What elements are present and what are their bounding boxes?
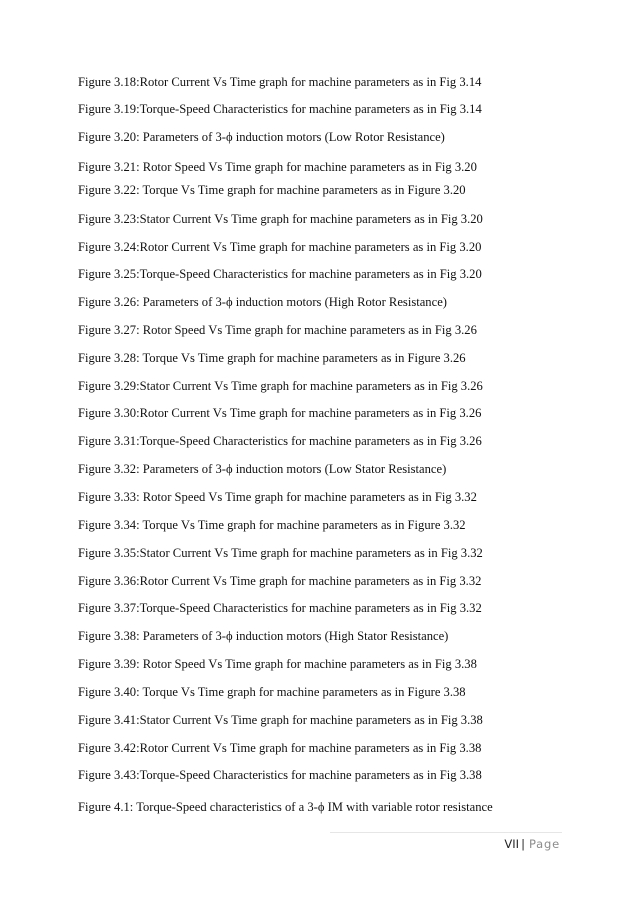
figure-list-entry: Figure 3.18:Rotor Current Vs Time graph for machine parameters as in Fig 3.14 <box>78 75 482 89</box>
footer-separator: | <box>521 837 525 851</box>
figure-list-entry: Figure 3.37:Torque-Speed Characteristics for machine parameters as in Fig 3.32 <box>78 601 482 615</box>
page-number: VII <box>504 837 520 851</box>
figure-list-entry: Figure 3.26: Parameters of 3-ϕ induction motors (High Rotor Resistance) <box>78 295 447 309</box>
figure-list-entry: Figure 3.24:Rotor Current Vs Time graph for machine parameters as in Fig 3.20 <box>78 240 482 254</box>
figure-list-entry: Figure 3.36:Rotor Current Vs Time graph for machine parameters as in Fig 3.32 <box>78 574 482 588</box>
figure-list-entry: Figure 3.42:Rotor Current Vs Time graph for machine parameters as in Fig 3.38 <box>78 741 482 755</box>
figure-list-entry: Figure 3.19:Torque-Speed Characteristics for machine parameters as in Fig 3.14 <box>78 102 482 116</box>
figure-list-entry: Figure 3.40: Torque Vs Time graph for machine parameters as in Figure 3.38 <box>78 685 466 699</box>
page-footer <box>504 837 560 851</box>
footer-divider <box>330 832 562 833</box>
figure-list-entry: Figure 3.43:Torque-Speed Characteristics for machine parameters as in Fig 3.38 <box>78 768 482 782</box>
page-label: Page <box>528 837 560 851</box>
figure-list-entry: Figure 3.41:Stator Current Vs Time graph for machine parameters as in Fig 3.38 <box>78 713 483 727</box>
figure-list-entry: Figure 3.31:Torque-Speed Characteristics for machine parameters as in Fig 3.26 <box>78 434 482 448</box>
figure-list-entry: Figure 3.23:Stator Current Vs Time graph for machine parameters as in Fig 3.20 <box>78 212 483 226</box>
figure-list-entry: Figure 3.29:Stator Current Vs Time graph for machine parameters as in Fig 3.26 <box>78 379 483 393</box>
figure-list-entry: Figure 3.27: Rotor Speed Vs Time graph for machine parameters as in Fig 3.26 <box>78 323 477 337</box>
figure-list-entry: Figure 3.22: Torque Vs Time graph for machine parameters as in Figure 3.20 <box>78 183 466 197</box>
figure-list-entry: Figure 3.20: Parameters of 3-ϕ induction motors (Low Rotor Resistance) <box>78 130 445 144</box>
figure-list-entry: Figure 4.1: Torque-Speed characteristics of a 3-ϕ IM with variable rotor resistance <box>78 800 493 814</box>
figure-list-entry: Figure 3.38: Parameters of 3-ϕ induction motors (High Stator Resistance) <box>78 629 449 643</box>
figure-list-entry: Figure 3.34: Torque Vs Time graph for machine parameters as in Figure 3.32 <box>78 518 466 532</box>
figure-list-entry: Figure 3.28: Torque Vs Time graph for machine parameters as in Figure 3.26 <box>78 351 466 365</box>
figure-list-entry: Figure 3.35:Stator Current Vs Time graph for machine parameters as in Fig 3.32 <box>78 546 483 560</box>
figure-list-entry: Figure 3.39: Rotor Speed Vs Time graph for machine parameters as in Fig 3.38 <box>78 657 477 671</box>
figure-list-entry: Figure 3.21: Rotor Speed Vs Time graph for machine parameters as in Fig 3.20 <box>78 160 477 174</box>
figure-list-entry: Figure 3.33: Rotor Speed Vs Time graph for machine parameters as in Fig 3.32 <box>78 490 477 504</box>
figure-list-entry: Figure 3.30:Rotor Current Vs Time graph for machine parameters as in Fig 3.26 <box>78 406 482 420</box>
figure-list-entry: Figure 3.32: Parameters of 3-ϕ induction motors (Low Stator Resistance) <box>78 462 447 476</box>
figure-list-entry: Figure 3.25:Torque-Speed Characteristics for machine parameters as in Fig 3.20 <box>78 267 482 281</box>
